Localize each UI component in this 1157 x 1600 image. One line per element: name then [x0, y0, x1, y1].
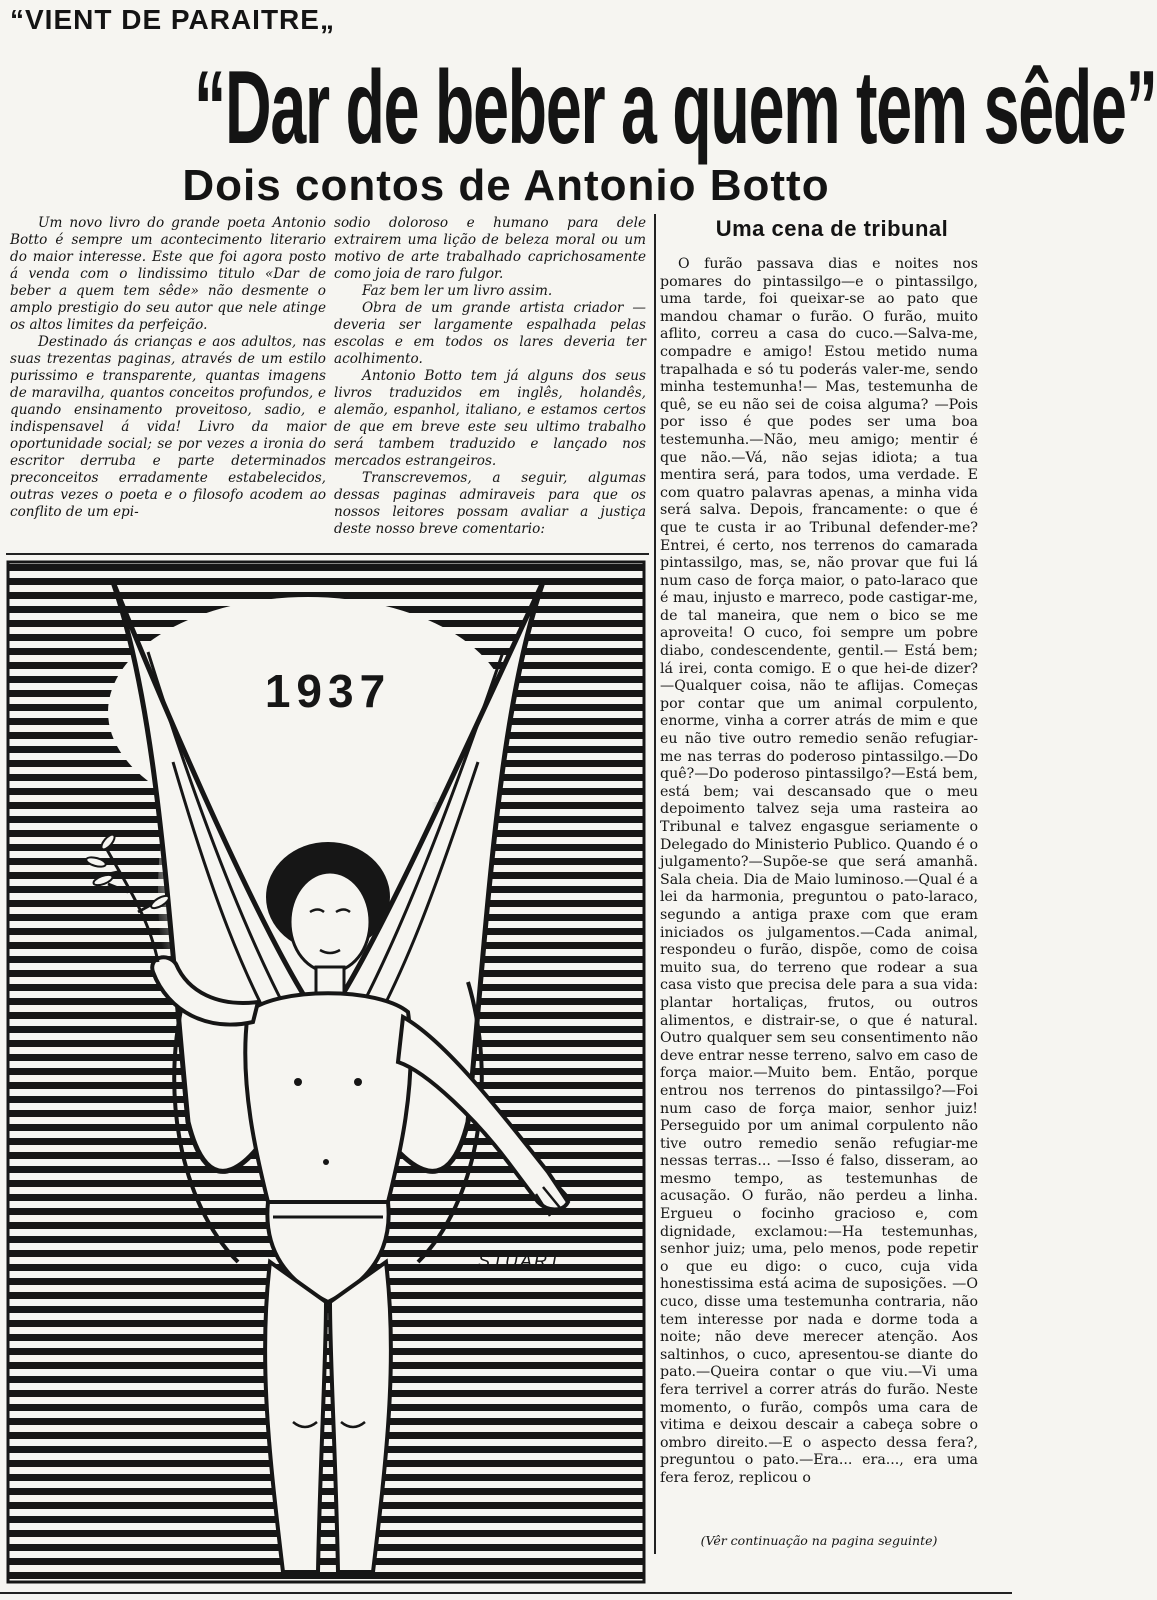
angel-woodcut-icon: [8, 562, 644, 1582]
bottom-rule: [0, 1592, 1012, 1594]
column-divider: [654, 214, 656, 1554]
intro-paragraph: Destinado ás crianças e aos adultos, nas suas trezentas paginas, através de um estilo purissimo e transparente, quantas imagens de maravilha, quantos conceitos profundos, e quando ensinamento proveitoso, sadio, e indispensavel á vida! Livro da maior oportunidade social; se por vezes a ironia do escritor derruba e parte determinados preconceitos erradamente estabelecidos, outras vezes o poeta e o filosofo acodem ao conflito de um epi-: [10, 334, 326, 520]
intro-column-left: [10, 215, 326, 550]
illustration-year: 1937: [264, 665, 392, 717]
story-title: Uma cena de tribunal: [715, 216, 949, 241]
intro-paragraph: Faz bem ler um livro assim.: [362, 283, 553, 299]
subheadline: Dois contos de Antonio Botto: [182, 161, 830, 210]
artist-signature: STUART: [478, 1251, 562, 1271]
intro-column-middle: [334, 215, 646, 550]
continuation-note: (Vêr continuação na pagina seguinte): [700, 1533, 938, 1548]
intro-paragraph: Um novo livro do grande poeta Antonio Botto é sempre um acontecimento literario do maior interesse. Este que foi agora posto á venda com o lindissimo titulo «Dar de beber a quem tem sêde» não desmente o amplo prestigio do seu autor que nele atinge os altos limites da perfeição.: [10, 215, 326, 333]
horizontal-divider: [6, 553, 649, 555]
intro-paragraph: Obra de um grande artista criador —deveria ser largamente espalhada pelas escolas e em todos os lares deveria ter acolhimento.: [334, 300, 646, 367]
intro-paragraph: sodio doloroso e humano para dele extrairem uma lição de beleza moral ou um motivo de arte trabalhado caprichosamente como joia de raro fulgor.: [334, 215, 646, 282]
intro-paragraph: Antonio Botto tem já alguns dos seus livros traduzidos em inglês, holandês, alemão, espanhol, italiano, e estamos certos de que em breve este seu ultimo trabalho será tambem traduzido e lançado nos mercados estrangeiros.: [334, 368, 646, 469]
kicker: “VIENT DE PARAITRE„: [10, 4, 335, 35]
intro-paragraph: Transcrevemos, a seguir, algumas dessas paginas admiraveis para que os nossos leitores possam avaliar a justiça deste nosso breve comentario:: [334, 470, 646, 537]
headline: “Dar de beber a quem tem sêde”: [194, 50, 1157, 166]
story-column: [660, 256, 978, 1514]
story-body: O furão passava dias e noites nos pomares do pintassilgo—e o pintassilgo, uma tarde, foi queixar-se ao pato que mandou chamar o furão. O furão, muito aflito, correu a casa do cuco.—Salva-me, compadre e amigo! Estou metido numa trapalhada e só tu poderás valer-me, sendo minha testemunha!— Mas, testemunha de quê, se eu não sei de coisa alguma? —Pois por isso é que podes ser uma boa testemunha.—Não, meu amigo; mentir é que não.—Vá, não sejas idiota; a tua mentira será, para todos, uma verdade. E com quatro palavras apenas, a minha vida será salva. Depois, francamente: o que é que te custa ir ao Tribunal defender-me? Entrei, é certo, nos terrenos do camarada pintassilgo, mas, se, não provar que fui lá num caso de força maior, o pato-laraco que é mau, injusto e marreco, pode castigar-me, de tal maneira, que nem o bico se me aproveita! O cuco, foi sempre um pobre diabo, condescendente, gentil.— Está bem; lá irei, conta comigo. E o que hei-de dizer?—Qualquer coisa, não te aflijas. Começas por contar que um animal corpulento, enorme, vinha a correr atrás de mim e que eu não tive outro remedio senão refugiar-me nas terras do poderoso pintassilgo.—Do quê?—Do poderoso pintassilgo?—Está bem, está bem; vai descansado que o meu depoimento talvez seja uma rasteira ao Tribunal e talvez engasgue seriamente o Delegado do Ministerio Publico. Quando é o julgamento?—Supõe-se que será amanhã. Sala cheia. Dia de Maio luminoso.—Qual é a lei da harmonia, preguntou o pato-laraco, segundo a antiga praxe com que eram iniciados os julgamentos.—Cada animal, respondeu o furão, dispõe, como de coisa muito sua, do terreno que rodear a sua casa visto que precisa dele para a sua vida: plantar hortaliças, frutos, ou outros alimentos, e distrair-se, o que é natural. Outro qualquer sem seu consentimento não deve entrar nesse terreno, salvo em caso de força maior.—Muito bem. Então, porque entrou nos terrenos do pintassilgo?—Foi num caso de força maior, senhor juiz! Perseguido por um animal corpulento não tive outro remedio senão refugiar-me nessas terras... —Isso é falso, disseram, ao mesmo tempo, as testemunhas de acusação. O furão, não perdeu a linha. Ergueu o focinho gracioso e, com dignidade, exclamou:—Ha testemunhas, senhor juiz; uma, pelo menos, pode repetir o que eu digo: o cuco, cuja vida honestissima está acima de suposições. —O cuco, disse uma testemunha contraria, não tem interesse por nada e dorme toda a noite; não deve merecer atenção. Aos saltinhos, o cuco, apresentou-se diante do pato.—Queira contar o que viu.—Vi uma fera terrivel a correr atrás do furão. Neste momento, o furão, compôs uma cara de vitima e deixou descair a cabeça sobre o ombro direito.—E o aspecto dessa fera?, preguntou o pato.—Era... era..., era uma fera feroz, replicou o: [660, 256, 978, 1486]
angel-illustration: [8, 562, 644, 1582]
